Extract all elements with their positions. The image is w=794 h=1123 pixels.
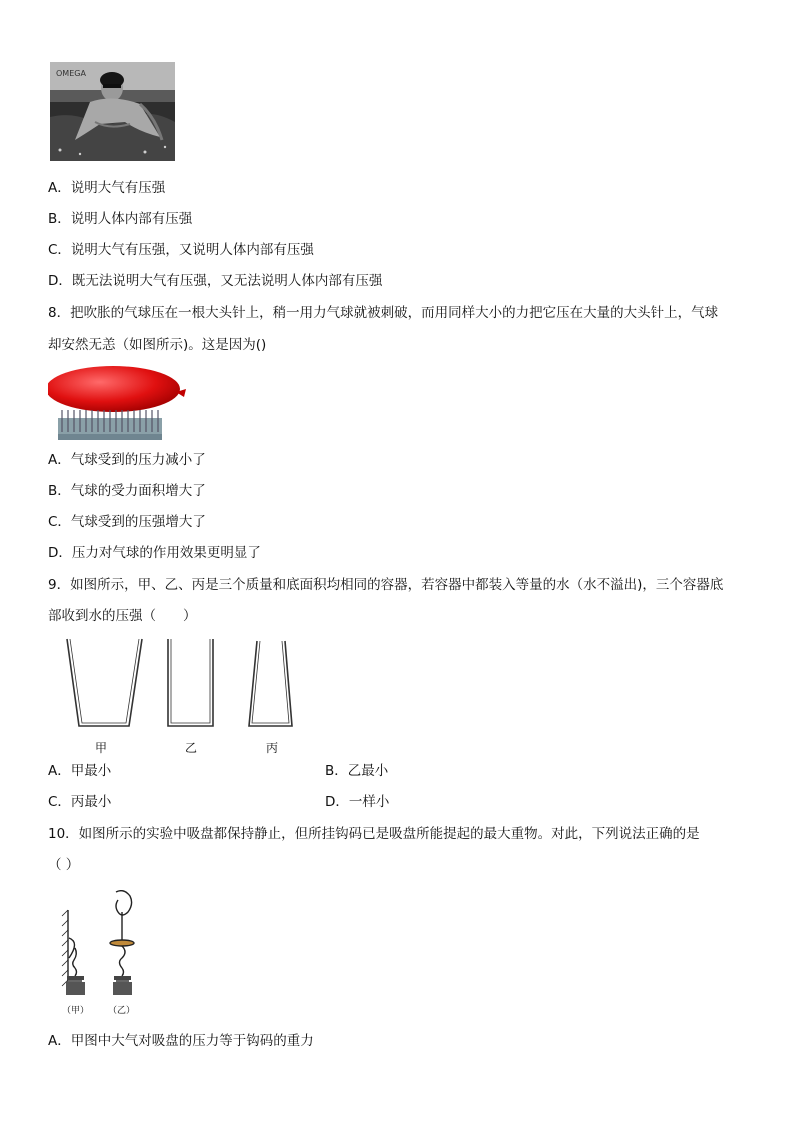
q7-option-d: D．既无法说明大气有压强，又无法说明人体内部有压强 — [48, 273, 383, 289]
suction-label-jia: （甲） — [62, 1006, 90, 1016]
q8-option-b: B．气球的受力面积增大了 — [48, 483, 206, 499]
q7-option-b: B．说明人体内部有压强 — [48, 211, 193, 227]
swimmer-photo — [50, 62, 175, 161]
q10-stem-line2: （ ） — [48, 857, 80, 873]
container-label-bing: 丙 — [266, 741, 279, 755]
container-label-yi: 乙 — [185, 741, 198, 755]
q9-stem-line2: 部收到水的压强（ ） — [48, 608, 197, 624]
q8-option-c: C．气球受到的压强增大了 — [48, 514, 206, 530]
q8-stem-line2: 却安然无恙（如图所示)。这是因为() — [48, 337, 267, 353]
q9-option-c: C．丙最小 — [48, 794, 112, 810]
q8-option-d: D．压力对气球的作用效果更明显了 — [48, 545, 261, 561]
suction-label-yi: （乙） — [108, 1006, 136, 1016]
q9-option-b: B．乙最小 — [325, 763, 389, 779]
containers-figure — [62, 636, 302, 732]
photo-brand-text: OMEGA — [56, 69, 86, 78]
q8-option-a: A．气球受到的压力减小了 — [48, 452, 206, 468]
q9-option-d: D．一样小 — [325, 794, 390, 810]
container-label-jia: 甲 — [95, 741, 108, 755]
suction-cup-figure — [58, 890, 148, 1002]
q8-stem-line1: 8．把吹胀的气球压在一根大头针上，稍一用力气球就被刺破，而用同样大小的力把它压在大量的大头针上，气球 — [48, 305, 719, 321]
q10-option-a: A．甲图中大气对吸盘的压力等于钩码的重力 — [48, 1033, 314, 1049]
q7-option-c: C．说明大气有压强，又说明人体内部有压强 — [48, 242, 314, 258]
q7-option-a: A．说明大气有压强 — [48, 180, 166, 196]
q9-stem-line1: 9．如图所示，甲、乙、丙是三个质量和底面积均相同的容器，若容器中都装入等量的水（水不溢出)，三个容器底 — [48, 577, 724, 593]
q9-option-a: A．甲最小 — [48, 763, 112, 779]
q10-stem-line1: 10．如图所示的实验中吸盘都保持静止，但所挂钩码已是吸盘所能提起的最大重物。对此，下列说法正确的是 — [48, 826, 700, 842]
balloon-on-pins-figure — [48, 362, 190, 444]
